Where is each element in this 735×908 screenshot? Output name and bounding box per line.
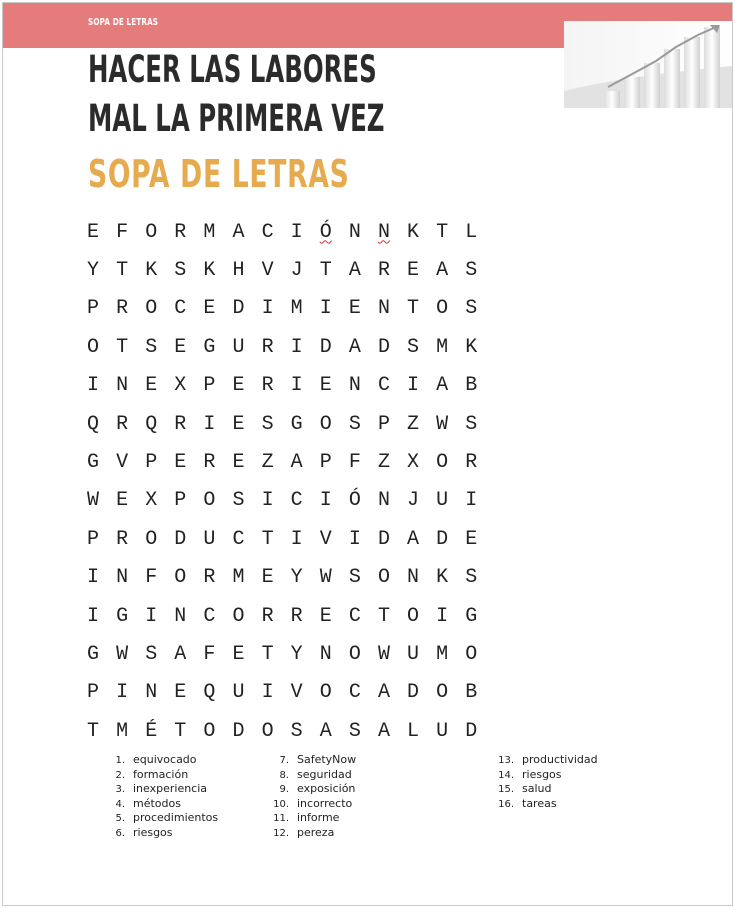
grid-cell: E: [116, 489, 129, 513]
grid-cell: W: [87, 489, 100, 513]
grid-cell: C: [174, 297, 187, 321]
grid-cell: P: [87, 297, 100, 321]
grid-cell: K: [145, 259, 158, 283]
grid-cell: A: [290, 451, 303, 475]
grid-cell: T: [319, 259, 332, 283]
grid-cell: O: [348, 642, 361, 666]
grid-cell: X: [174, 374, 187, 398]
grid-cell: N: [377, 297, 390, 321]
grid-cell: S: [465, 566, 478, 590]
grid-cell: I: [87, 374, 100, 398]
grid-cell: O: [465, 642, 478, 666]
grid-cell: U: [436, 719, 449, 743]
word-text: SafetyNow: [297, 753, 357, 766]
grid-cell: D: [465, 719, 478, 743]
grid-cell: V: [319, 527, 332, 551]
grid-row: [87, 251, 494, 289]
word-list-column-1: [101, 753, 218, 841]
word-list-item: [265, 782, 356, 797]
grid-cell: I: [436, 604, 449, 628]
word-number: 5.: [115, 813, 125, 825]
grid-cell: I: [87, 604, 100, 628]
grid-cell: D: [232, 719, 245, 743]
grid-cell: E: [319, 374, 332, 398]
grid-cell: R: [174, 220, 187, 244]
grid-cell: M: [232, 566, 245, 590]
word-number: 3.: [115, 784, 125, 796]
grid-cell: S: [290, 719, 303, 743]
word-list-item: [101, 782, 218, 797]
grid-cell: T: [116, 259, 129, 283]
grid-cell: Y: [290, 642, 303, 666]
grid-cell: S: [348, 566, 361, 590]
grid-cell: K: [203, 259, 216, 283]
grid-cell: D: [232, 297, 245, 321]
grid-cell: A: [319, 719, 332, 743]
word-text: productividad: [522, 753, 598, 766]
grid-cell: P: [87, 681, 100, 705]
word-number: 16.: [498, 798, 514, 810]
grid-cell: T: [407, 297, 420, 321]
grid-cell: R: [203, 566, 216, 590]
grid-row: [87, 405, 494, 443]
document-page: [2, 2, 733, 906]
grid-cell: D: [436, 527, 449, 551]
grid-cell: C: [377, 374, 390, 398]
word-number: 15.: [498, 784, 514, 796]
grid-cell: O: [145, 297, 158, 321]
grid-cell: B: [465, 681, 478, 705]
grid-cell: V: [290, 681, 303, 705]
grid-cell: J: [407, 489, 420, 513]
grid-cell: H: [232, 259, 245, 283]
grid-cell: N: [377, 489, 390, 513]
grid-cell: W: [319, 566, 332, 590]
word-text: pereza: [297, 825, 335, 839]
word-search-grid: [87, 213, 494, 750]
grid-cell: R: [116, 527, 129, 551]
bar-chart-decoration: [564, 21, 732, 108]
grid-cell: M: [436, 335, 449, 359]
word-list-item: [101, 768, 218, 783]
grid-cell: N: [319, 642, 332, 666]
grid-cell: N: [145, 681, 158, 705]
grid-cell: P: [87, 527, 100, 551]
grid-cell: F: [203, 642, 216, 666]
word-number: 13.: [498, 755, 514, 766]
grid-cell: U: [407, 642, 420, 666]
grid-cell: F: [116, 220, 129, 244]
grid-cell: A: [436, 259, 449, 283]
grid-cell: M: [436, 642, 449, 666]
word-text: métodos: [133, 796, 181, 810]
grid-cell: N: [348, 374, 361, 398]
grid-row: [87, 597, 494, 635]
grid-cell: I: [261, 681, 274, 705]
grid-cell: Z: [377, 451, 390, 475]
grid-cell: B: [465, 374, 478, 398]
grid-cell: X: [407, 451, 420, 475]
grid-cell: Ó: [319, 220, 332, 244]
grid-cell: R: [465, 451, 478, 475]
grid-cell: A: [174, 642, 187, 666]
grid-cell: S: [407, 335, 420, 359]
grid-cell: P: [377, 412, 390, 436]
grid-cell: I: [145, 604, 158, 628]
word-list-item: [490, 753, 598, 768]
grid-cell: T: [261, 642, 274, 666]
grid-cell: O: [261, 719, 274, 743]
grid-cell: G: [465, 604, 478, 628]
grid-cell: I: [290, 374, 303, 398]
grid-cell: V: [116, 451, 129, 475]
header-label: SOPA DE LETRAS: [88, 17, 159, 28]
grid-cell: É: [145, 719, 158, 743]
grid-cell: Q: [87, 412, 100, 436]
grid-cell: A: [377, 681, 390, 705]
grid-cell: O: [377, 566, 390, 590]
grid-cell: R: [261, 335, 274, 359]
grid-cell: E: [145, 374, 158, 398]
grid-cell: A: [436, 374, 449, 398]
grid-cell: O: [407, 604, 420, 628]
grid-cell: W: [436, 412, 449, 436]
grid-cell: M: [290, 297, 303, 321]
grid-cell: E: [174, 681, 187, 705]
grid-cell: I: [465, 489, 478, 513]
grid-cell: I: [261, 489, 274, 513]
grid-cell: S: [465, 259, 478, 283]
grid-cell: I: [87, 566, 100, 590]
word-text: exposición: [297, 782, 356, 796]
grid-cell: R: [377, 259, 390, 283]
grid-cell: I: [290, 335, 303, 359]
grid-cell: E: [87, 220, 100, 244]
grid-cell: E: [232, 412, 245, 436]
grid-cell: X: [145, 489, 158, 513]
grid-cell: I: [203, 412, 216, 436]
grid-cell: Q: [203, 681, 216, 705]
grid-cell: C: [348, 681, 361, 705]
grid-cell: G: [290, 412, 303, 436]
grid-cell: U: [203, 527, 216, 551]
grid-row: [87, 213, 494, 251]
word-text: seguridad: [297, 767, 352, 781]
grid-cell: R: [261, 374, 274, 398]
word-number: 14.: [498, 769, 514, 781]
grid-cell: M: [203, 220, 216, 244]
grid-cell: S: [348, 412, 361, 436]
grid-cell: S: [465, 412, 478, 436]
grid-cell: R: [116, 412, 129, 436]
grid-cell: N: [116, 374, 129, 398]
word-text: inexperiencia: [133, 782, 208, 796]
grid-cell: O: [203, 489, 216, 513]
grid-cell: T: [116, 335, 129, 359]
word-list-item: [265, 811, 356, 826]
grid-cell: V: [261, 259, 274, 283]
word-list-item: [265, 797, 356, 812]
word-list-item: [490, 782, 598, 797]
grid-cell: E: [174, 451, 187, 475]
word-text: riesgos: [522, 767, 562, 781]
grid-cell: R: [290, 604, 303, 628]
grid-cell: S: [174, 259, 187, 283]
grid-cell: I: [290, 220, 303, 244]
grid-cell: I: [116, 681, 129, 705]
word-text: tareas: [522, 796, 557, 810]
grid-row: [87, 559, 494, 597]
grid-cell: O: [87, 335, 100, 359]
grid-cell: T: [261, 527, 274, 551]
grid-cell: R: [203, 451, 216, 475]
grid-cell: C: [232, 527, 245, 551]
grid-cell: E: [261, 566, 274, 590]
grid-cell: Ó: [348, 489, 361, 513]
grid-cell: U: [232, 681, 245, 705]
grid-cell: A: [232, 220, 245, 244]
word-text: informe: [297, 811, 340, 825]
grid-cell: D: [174, 527, 187, 551]
grid-cell: P: [145, 451, 158, 475]
grid-cell: L: [465, 220, 478, 244]
grid-cell: D: [319, 335, 332, 359]
grid-cell: O: [145, 527, 158, 551]
grid-cell: E: [232, 374, 245, 398]
word-list-item: [101, 811, 218, 826]
word-number: 10.: [273, 798, 289, 810]
grid-cell: A: [348, 259, 361, 283]
grid-cell: N: [116, 566, 129, 590]
word-list-item: [265, 768, 356, 783]
grid-cell: S: [145, 335, 158, 359]
grid-cell: E: [232, 451, 245, 475]
grid-cell: J: [290, 259, 303, 283]
word-text: procedimientos: [133, 811, 219, 825]
grid-cell: S: [145, 642, 158, 666]
grid-cell: I: [319, 489, 332, 513]
word-number: 9.: [279, 784, 289, 796]
grid-cell: D: [407, 681, 420, 705]
grid-cell: I: [407, 374, 420, 398]
grid-cell: I: [319, 297, 332, 321]
grid-cell: S: [465, 297, 478, 321]
grid-cell: G: [87, 642, 100, 666]
grid-cell: E: [232, 642, 245, 666]
grid-cell: A: [377, 719, 390, 743]
grid-cell: U: [232, 335, 245, 359]
grid-cell: M: [116, 719, 129, 743]
grid-cell: C: [261, 220, 274, 244]
word-number: 6.: [115, 827, 125, 839]
grid-cell: Z: [407, 412, 420, 436]
word-list-item: [101, 797, 218, 812]
grid-cell: N: [174, 604, 187, 628]
grid-row: [87, 674, 494, 712]
word-list-item: [265, 753, 356, 768]
word-number: 2.: [115, 769, 125, 781]
grid-cell: O: [174, 566, 187, 590]
grid-cell: O: [436, 451, 449, 475]
grid-row: [87, 482, 494, 520]
grid-cell: O: [436, 681, 449, 705]
word-list-column-3: [490, 753, 598, 811]
word-list-item: [490, 797, 598, 812]
grid-cell: Q: [145, 412, 158, 436]
grid-cell: N: [348, 220, 361, 244]
grid-cell: D: [377, 527, 390, 551]
grid-cell: I: [290, 527, 303, 551]
grid-cell: P: [203, 374, 216, 398]
grid-row: [87, 290, 494, 328]
grid-cell: T: [174, 719, 187, 743]
grid-row: [87, 328, 494, 366]
word-list-item: [101, 826, 218, 841]
grid-cell: R: [174, 412, 187, 436]
grid-cell: O: [232, 604, 245, 628]
grid-row: [87, 712, 494, 750]
grid-cell: Z: [261, 451, 274, 475]
word-number: 8.: [279, 769, 289, 781]
grid-cell: G: [203, 335, 216, 359]
grid-cell: F: [145, 566, 158, 590]
grid-cell: T: [87, 719, 100, 743]
word-text: salud: [522, 782, 552, 796]
grid-cell: S: [261, 412, 274, 436]
grid-cell: I: [348, 527, 361, 551]
grid-cell: O: [319, 681, 332, 705]
grid-row: [87, 443, 494, 481]
word-list-column-2: [265, 753, 356, 841]
grid-row: [87, 367, 494, 405]
grid-cell: K: [465, 335, 478, 359]
word-number: 1.: [115, 755, 125, 766]
title-line-1: HACER LAS LABORES: [88, 48, 377, 91]
grid-cell: Y: [87, 259, 100, 283]
word-number: 4.: [115, 798, 125, 810]
grid-cell: A: [407, 527, 420, 551]
grid-cell: E: [174, 335, 187, 359]
grid-row: [87, 520, 494, 558]
grid-cell: O: [436, 297, 449, 321]
grid-cell: G: [87, 451, 100, 475]
grid-cell: R: [261, 604, 274, 628]
grid-cell: K: [407, 220, 420, 244]
grid-cell: U: [436, 489, 449, 513]
grid-cell: E: [407, 259, 420, 283]
word-list-item: [265, 826, 356, 841]
grid-cell: E: [203, 297, 216, 321]
grid-cell: N: [407, 566, 420, 590]
title-line-2: MAL LA PRIMERA VEZ: [88, 97, 385, 140]
grid-cell: F: [348, 451, 361, 475]
word-number: 7.: [279, 755, 289, 766]
grid-cell: O: [145, 220, 158, 244]
word-list-item: [101, 753, 218, 768]
grid-cell: W: [377, 642, 390, 666]
grid-cell: E: [348, 297, 361, 321]
grid-cell: T: [436, 220, 449, 244]
grid-cell: S: [348, 719, 361, 743]
grid-cell: P: [319, 451, 332, 475]
word-number: 11.: [273, 813, 289, 825]
grid-cell: A: [348, 335, 361, 359]
grid-cell: C: [203, 604, 216, 628]
grid-cell: C: [348, 604, 361, 628]
grid-cell: K: [436, 566, 449, 590]
grid-cell: E: [319, 604, 332, 628]
grid-cell: L: [407, 719, 420, 743]
subtitle: SOPA DE LETRAS: [88, 152, 350, 196]
grid-cell: N: [377, 220, 390, 244]
grid-cell: G: [116, 604, 129, 628]
grid-cell: W: [116, 642, 129, 666]
word-number: 12.: [273, 827, 289, 839]
word-text: formación: [133, 767, 189, 781]
grid-cell: C: [290, 489, 303, 513]
grid-cell: T: [377, 604, 390, 628]
grid-cell: O: [203, 719, 216, 743]
word-list-item: [490, 768, 598, 783]
grid-cell: R: [116, 297, 129, 321]
grid-cell: I: [261, 297, 274, 321]
word-text: equivocado: [133, 753, 197, 766]
word-text: riesgos: [133, 825, 173, 839]
grid-cell: O: [319, 412, 332, 436]
grid-cell: S: [232, 489, 245, 513]
grid-cell: Y: [290, 566, 303, 590]
grid-cell: P: [174, 489, 187, 513]
grid-cell: E: [465, 527, 478, 551]
grid-row: [87, 635, 494, 673]
grid-cell: D: [377, 335, 390, 359]
word-text: incorrecto: [297, 796, 353, 810]
